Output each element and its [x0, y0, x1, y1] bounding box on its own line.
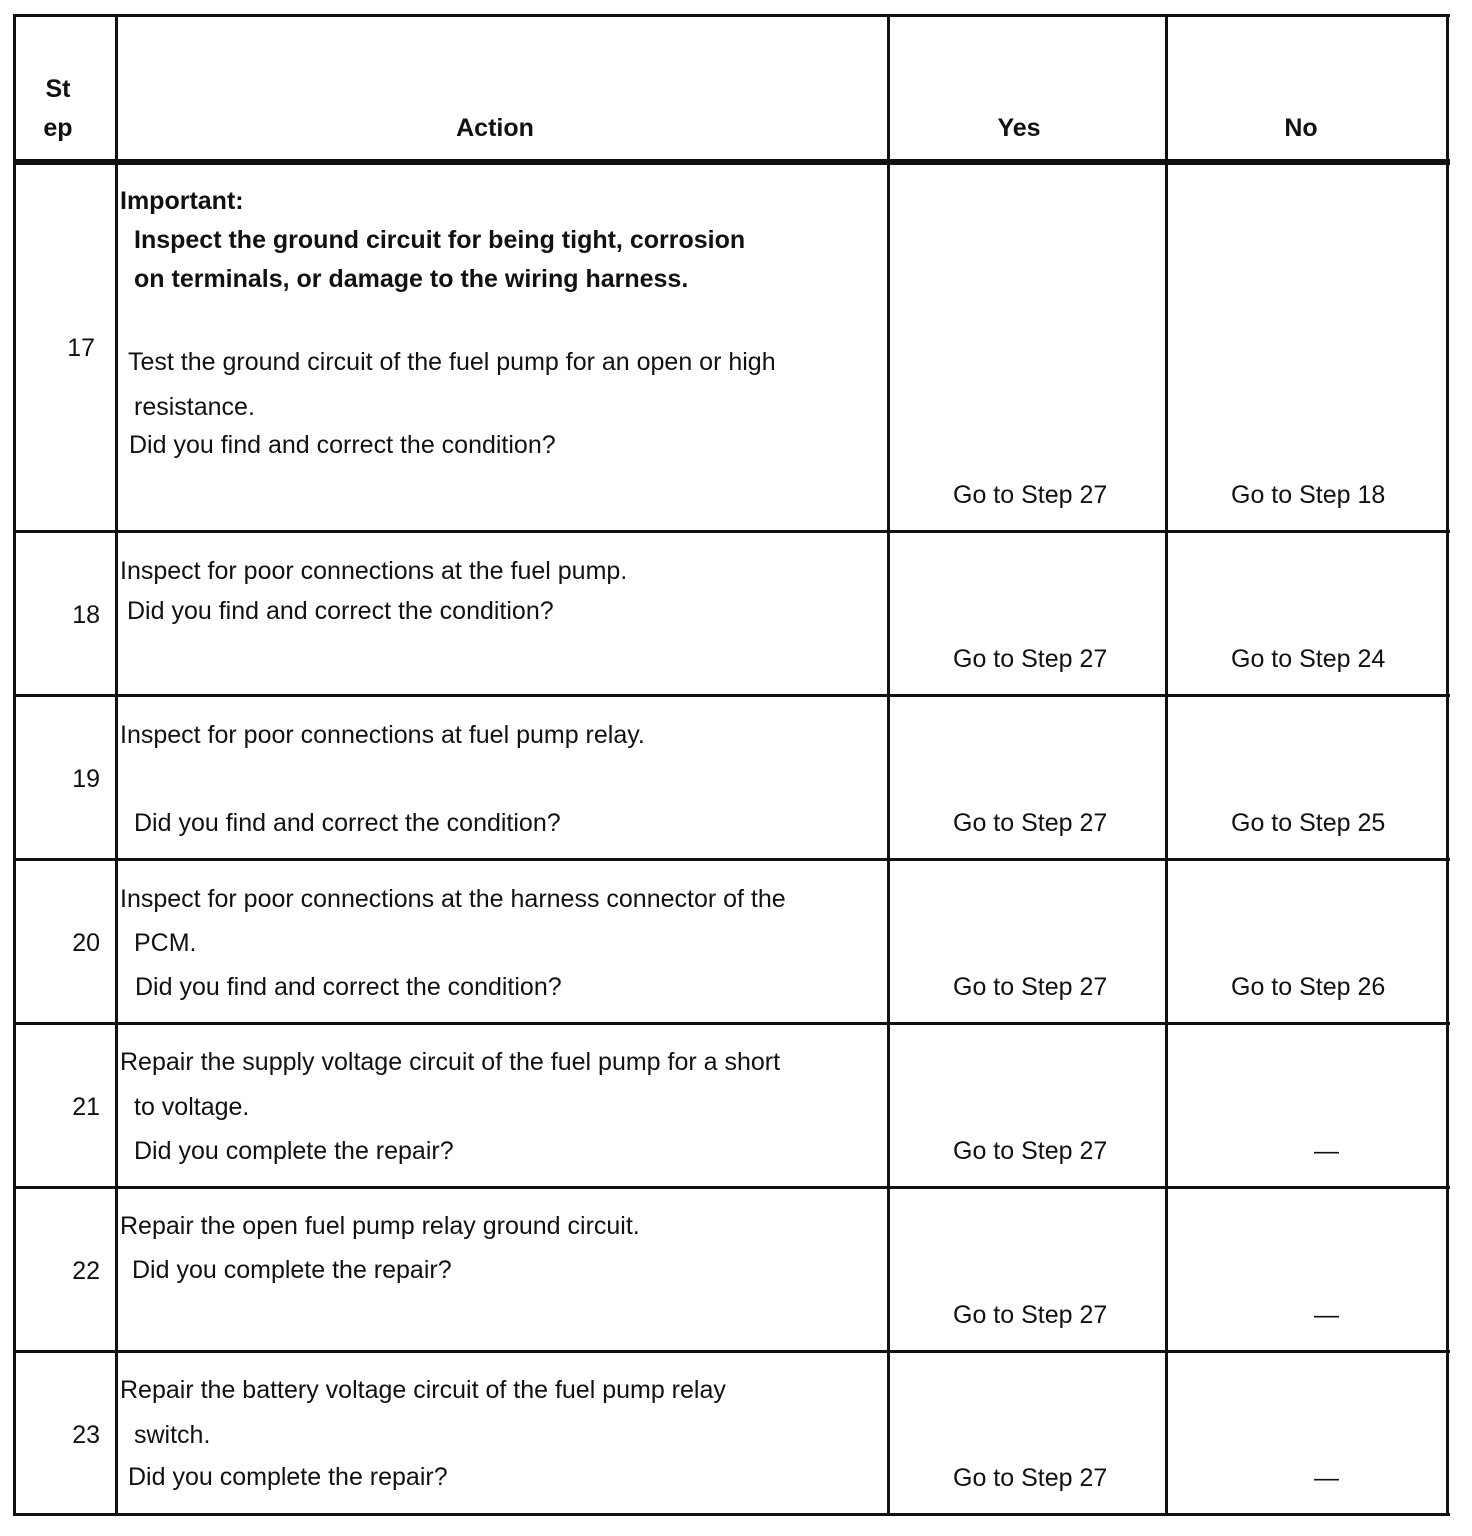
no-result: Go to Step 18: [1231, 481, 1386, 509]
yes-result: Go to Step 27: [953, 1464, 1108, 1492]
action-question: Did you find and correct the condition?: [134, 809, 561, 837]
step-number: 19: [72, 765, 100, 793]
action-text: Repair the open fuel pump relay ground circuit.: [120, 1212, 640, 1240]
yes-result: Go to Step 27: [953, 645, 1108, 673]
column-divider: [115, 14, 118, 1516]
action-text: to voltage.: [134, 1093, 250, 1121]
important-note-line: on terminals, or damage to the wiring harness.: [134, 265, 689, 293]
action-text: Repair the supply voltage circuit of the fuel pump for a short: [120, 1048, 781, 1076]
row-divider: [13, 1350, 1450, 1353]
row-divider: [13, 1022, 1450, 1025]
step-number: 23: [72, 1421, 100, 1449]
yes-result: Go to Step 27: [953, 481, 1108, 509]
step-number: 20: [72, 929, 100, 957]
action-text: Inspect for poor connections at fuel pump relay.: [120, 721, 645, 749]
yes-result: Go to Step 27: [953, 973, 1108, 1001]
action-text: Inspect for poor connections at the harness connector of the: [120, 885, 786, 913]
row-divider: [13, 694, 1450, 697]
column-divider: [1165, 14, 1168, 1516]
table-left-border: [13, 14, 16, 1516]
header-divider: [13, 159, 1450, 165]
step-number: 21: [72, 1093, 100, 1121]
row-divider: [13, 1186, 1450, 1189]
action-question: Did you find and correct the condition?: [135, 973, 562, 1001]
header-action: Action: [456, 114, 534, 142]
yes-result: Go to Step 27: [953, 1137, 1108, 1165]
row-divider: [13, 858, 1450, 861]
important-note-line: Inspect the ground circuit for being tight, corrosion: [134, 226, 746, 254]
action-text: Test the ground circuit of the fuel pump for an open or high: [128, 348, 776, 376]
action-question: Did you complete the repair?: [134, 1137, 454, 1165]
action-question: Did you complete the repair?: [132, 1256, 452, 1284]
table-top-border: [13, 14, 1450, 17]
action-text: PCM.: [134, 929, 197, 957]
header-step-line2: ep: [43, 114, 73, 142]
action-question: Did you find and correct the condition?: [127, 597, 554, 625]
no-result: Go to Step 26: [1231, 973, 1386, 1001]
action-text: Repair the battery voltage circuit of the fuel pump relay: [120, 1376, 726, 1404]
action-question: Did you complete the repair?: [128, 1463, 448, 1491]
action-text: resistance.: [134, 393, 255, 421]
column-divider: [887, 14, 890, 1516]
no-result: —: [1314, 1301, 1339, 1329]
table-bottom-border: [13, 1513, 1450, 1516]
row-divider: [13, 530, 1450, 533]
action-text: switch.: [134, 1421, 211, 1449]
header-yes: Yes: [997, 114, 1041, 142]
important-label: Important:: [120, 187, 244, 215]
yes-result: Go to Step 27: [953, 1301, 1108, 1329]
no-result: —: [1314, 1464, 1339, 1492]
step-number: 18: [72, 601, 100, 629]
header-step-line1: St: [45, 75, 71, 103]
action-question: Did you find and correct the condition?: [129, 431, 556, 459]
yes-result: Go to Step 27: [953, 809, 1108, 837]
no-result: —: [1314, 1137, 1339, 1165]
action-text: Inspect for poor connections at the fuel pump.: [120, 557, 628, 585]
header-no: No: [1284, 114, 1318, 142]
table-right-border: [1446, 14, 1449, 1516]
step-number: 22: [72, 1257, 100, 1285]
no-result: Go to Step 25: [1231, 809, 1386, 837]
no-result: Go to Step 24: [1231, 645, 1386, 673]
step-number: 17: [67, 334, 95, 362]
